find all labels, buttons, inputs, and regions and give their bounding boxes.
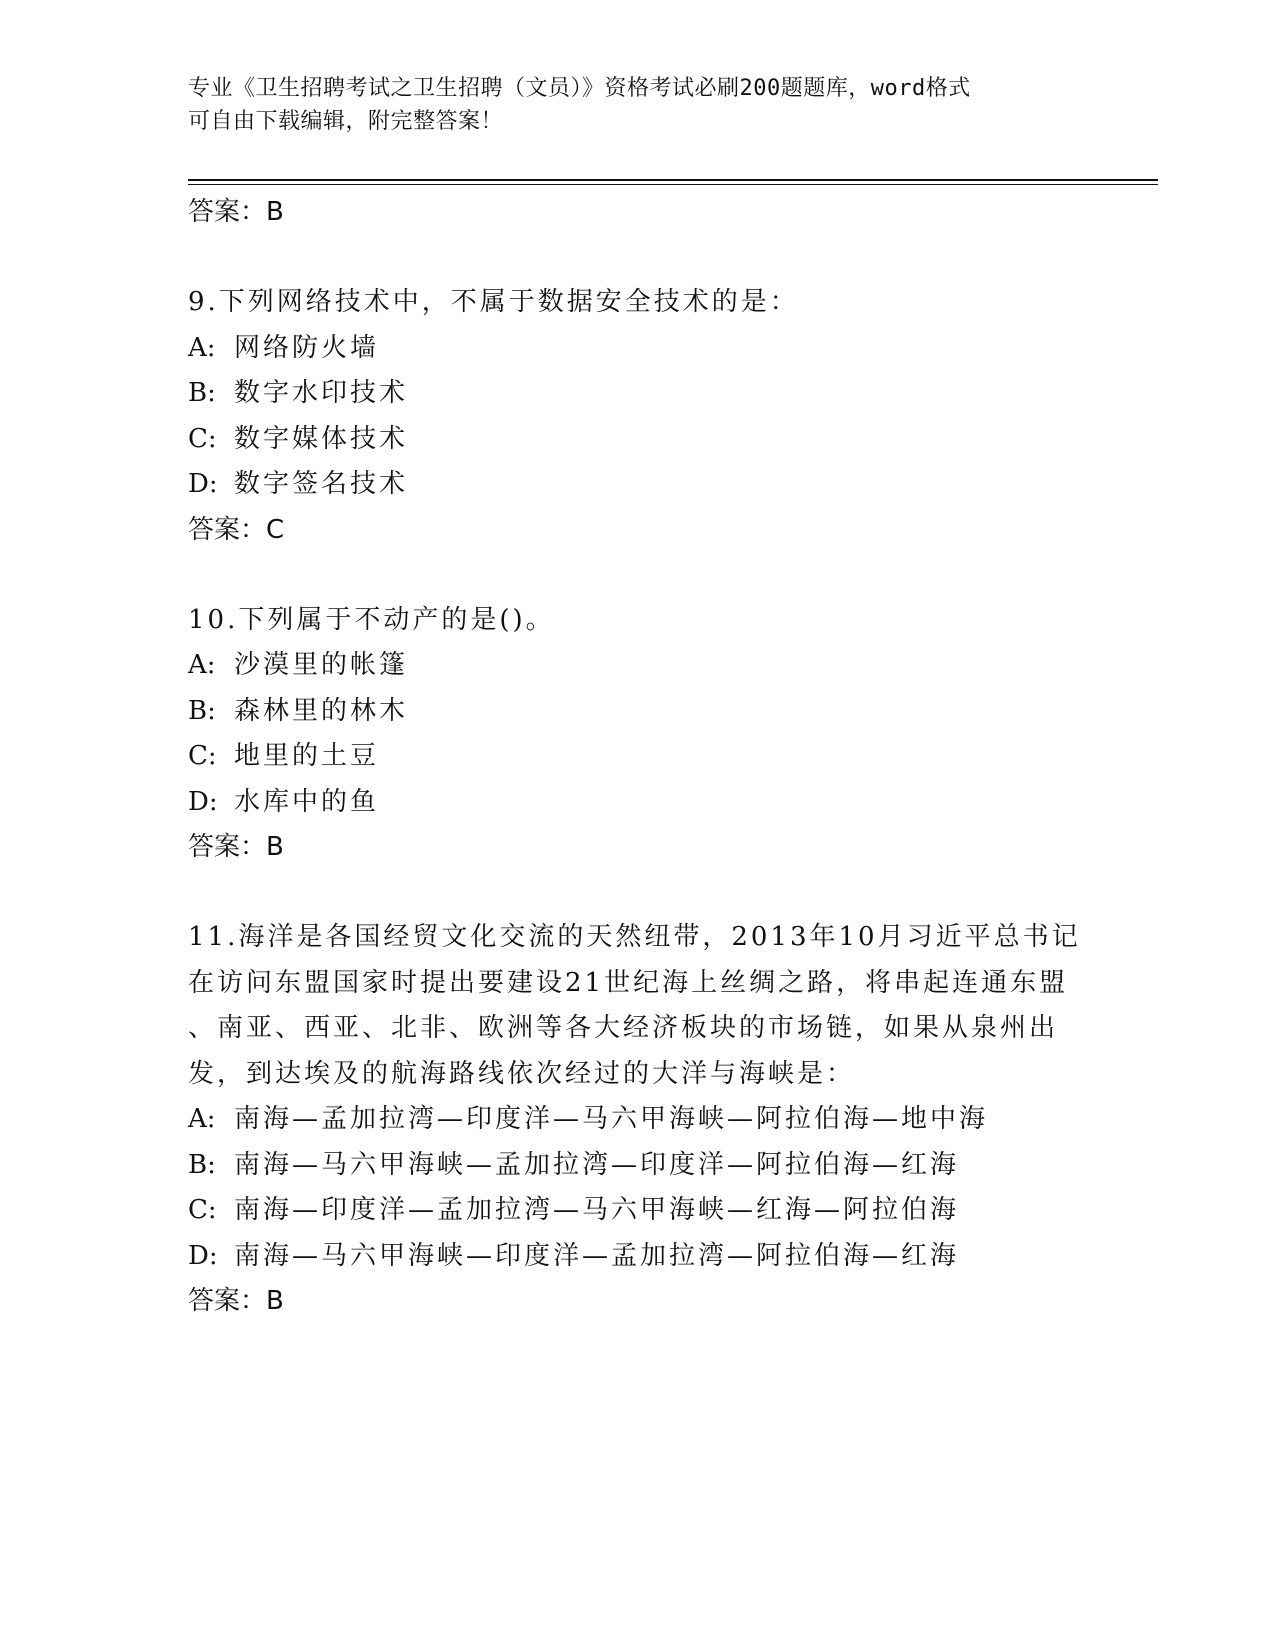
- option-letter: C:: [188, 423, 217, 454]
- document-header: [188, 72, 1068, 138]
- option-c: [188, 417, 1088, 463]
- option-a: [188, 643, 1088, 689]
- option-text: 水库中的鱼: [234, 786, 380, 817]
- option-letter: B:: [188, 1149, 216, 1180]
- option-text: 森林里的林木: [234, 695, 409, 726]
- question-11: [188, 915, 1088, 1324]
- option-text: 网络防火墙: [234, 332, 380, 363]
- option-d: [188, 462, 1088, 508]
- question-text: 10.下列属于不动产的是()。: [188, 604, 555, 635]
- option-b: [188, 689, 1088, 735]
- document-body: [188, 190, 1088, 1324]
- option-text: 南海—马六甲海峡—印度洋—孟加拉湾—阿拉伯海—红海: [234, 1240, 960, 1271]
- answer: 答案：C: [188, 514, 285, 545]
- option-text: 南海—马六甲海峡—孟加拉湾—印度洋—阿拉伯海—红海: [234, 1149, 960, 1180]
- option-letter: C:: [188, 741, 217, 771]
- option-letter: A:: [188, 1104, 216, 1134]
- option-a: [188, 326, 1088, 372]
- question-text-line: 11.海洋是各国经贸文化交流的天然纽带，2013年10月习近平总书记: [188, 922, 1081, 952]
- answer-previous: 答案：B: [188, 197, 284, 227]
- option-letter: D:: [188, 786, 218, 817]
- option-text: 数字签名技术: [234, 469, 409, 499]
- option-d: [188, 780, 1088, 826]
- question-text: 9.下列网络技术中，不属于数据安全技术的是：: [188, 287, 799, 317]
- header-divider: [188, 179, 1158, 181]
- question-10: [188, 598, 1088, 871]
- question-9: [188, 280, 1088, 553]
- option-text: 沙漠里的帐篷: [234, 650, 409, 680]
- option-letter: A:: [188, 332, 216, 363]
- option-letter: C:: [188, 1195, 217, 1225]
- option-text: 数字水印技术: [234, 378, 409, 408]
- header-line-1: 专业《卫生招聘考试之卫生招聘（文员）》资格考试必刷200题题库，word格式: [188, 76, 971, 101]
- option-letter: A:: [188, 650, 216, 680]
- option-text: 南海—孟加拉湾—印度洋—马六甲海峡—阿拉伯海—地中海: [234, 1104, 989, 1134]
- option-letter: B:: [188, 695, 216, 726]
- header-line-2: 可自由下载编辑，附完整答案！: [188, 109, 504, 134]
- option-letter: B:: [188, 378, 216, 408]
- option-c: [188, 1188, 1088, 1234]
- option-letter: D:: [188, 1240, 218, 1271]
- answer: 答案：B: [188, 1286, 284, 1316]
- option-b: [188, 371, 1088, 417]
- option-d: [188, 1234, 1088, 1280]
- question-text-line: 在访问东盟国家时提出要建设21世纪海上丝绸之路，将串起连通东盟: [188, 967, 1069, 998]
- header-divider-thin: [188, 184, 1158, 185]
- option-text: 地里的土豆: [234, 741, 380, 771]
- question-text-line: 发，到达埃及的航海路线依次经过的大洋与海峡是：: [188, 1058, 856, 1089]
- option-c: [188, 734, 1088, 780]
- option-text: 南海—印度洋—孟加拉湾—马六甲海峡—红海—阿拉伯海: [234, 1195, 960, 1225]
- option-b: [188, 1143, 1088, 1189]
- answer: 答案：B: [188, 832, 284, 862]
- question-text-line: 、南亚、西亚、北非、欧洲等各大经济板块的市场链，如果从泉州出: [188, 1013, 1059, 1043]
- option-a: [188, 1097, 1088, 1143]
- option-text: 数字媒体技术: [234, 423, 409, 454]
- option-letter: D:: [188, 469, 218, 499]
